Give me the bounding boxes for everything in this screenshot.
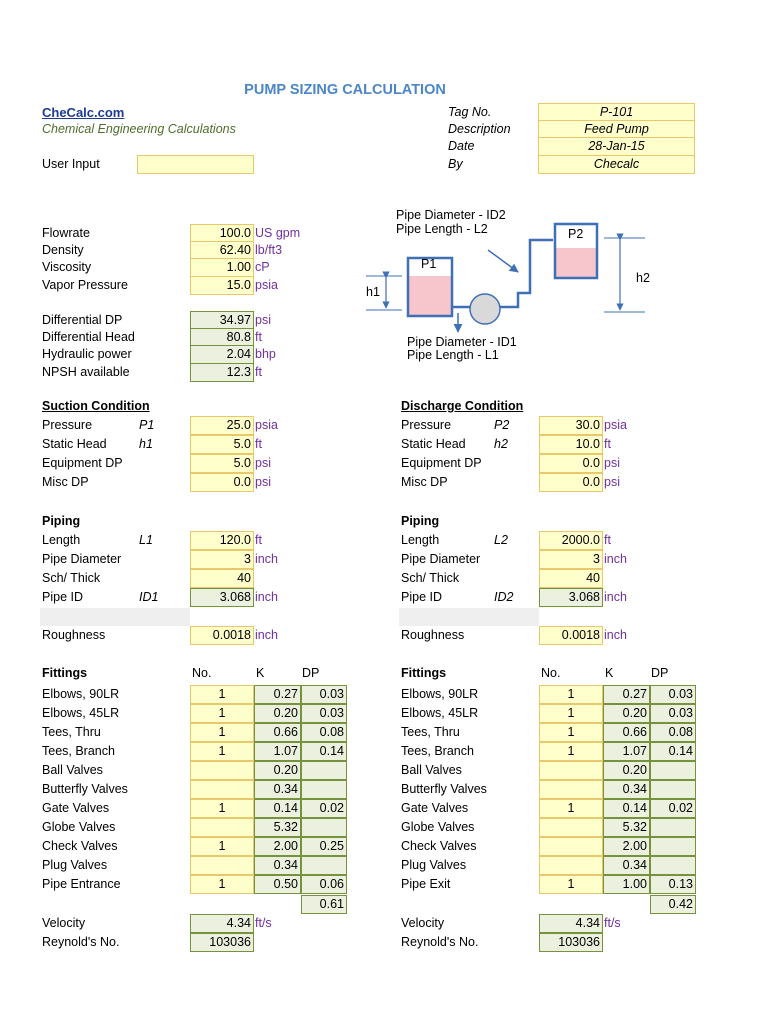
suction-fitting-2-dp-value: 0.08: [301, 723, 347, 742]
discharge-fitting-3-count-field[interactable]: 1: [539, 742, 603, 761]
discharge-total-dp: 0.42: [650, 895, 696, 914]
suction-schedule-field[interactable]: 40: [190, 569, 254, 588]
suction-misc-dp-label: Misc DP: [42, 475, 89, 489]
discharge-roughness-label: Roughness: [401, 628, 465, 642]
site-link[interactable]: CheCalc.com: [42, 105, 125, 120]
discharge-reynolds-label: Reynold's No.: [401, 935, 479, 949]
discharge-pipe-diameter-label: Pipe Diameter: [401, 552, 481, 566]
discharge-velocity-value: 4.34: [539, 914, 603, 933]
suction-heading: Suction Condition: [42, 399, 150, 413]
suction-fitting-4-count-field[interactable]: [190, 761, 254, 780]
suction-pressure-label: Pressure: [42, 418, 93, 432]
suction-separator-band: [40, 608, 190, 626]
discharge-fitting-5-dp-value: [650, 780, 696, 799]
suction-fitting-10-dp-value: 0.06: [301, 875, 347, 894]
suction-col-dp: DP: [302, 666, 320, 680]
npsh-label: NPSH available: [42, 365, 130, 379]
flowrate-unit: US gpm: [255, 226, 301, 240]
discharge-fitting-8-label: Check Valves: [401, 839, 477, 853]
discharge-heading: Discharge Condition: [401, 399, 524, 413]
suction-piping-heading: Piping: [42, 514, 81, 528]
suction-velocity-value: 4.34: [190, 914, 254, 933]
discharge-fitting-2-k-value: 0.66: [603, 723, 650, 742]
suction-pressure-symbol: P1: [139, 418, 155, 432]
suction-pipe-id-label: Pipe ID: [42, 590, 83, 604]
suction-roughness-field[interactable]: 0.0018: [190, 626, 254, 645]
discharge-pipe-id-unit: inch: [604, 590, 627, 604]
tag-field[interactable]: P-101: [538, 103, 695, 122]
discharge-pipe-id-label: Pipe ID: [401, 590, 442, 604]
suction-fitting-9-label: Plug Valves: [42, 858, 108, 872]
npsh-value: 12.3: [190, 363, 254, 382]
discharge-piping-heading: Piping: [401, 514, 440, 528]
vapor-pressure-field[interactable]: 15.0: [190, 276, 254, 295]
user-input-label: User Input: [42, 157, 100, 171]
differential-dp-value: 34.97: [190, 311, 254, 330]
discharge-pressure-label: Pressure: [401, 418, 452, 432]
density-field[interactable]: 62.40: [190, 241, 254, 260]
suction-static-head-label: Static Head: [42, 437, 107, 451]
discharge-fitting-0-count-field[interactable]: 1: [539, 685, 603, 704]
flowrate-field[interactable]: 100.0: [190, 224, 254, 243]
hydraulic-power-value: 2.04: [190, 345, 254, 364]
suction-fitting-10-count-field[interactable]: 1: [190, 875, 254, 894]
discharge-fitting-4-label: Ball Valves: [401, 763, 462, 777]
viscosity-field[interactable]: 1.00: [190, 258, 254, 277]
suction-fitting-2-k-value: 0.66: [254, 723, 301, 742]
discharge-length-label: Length: [401, 533, 440, 547]
suction-fitting-4-k-value: 0.20: [254, 761, 301, 780]
discharge-fitting-9-label: Plug Valves: [401, 858, 467, 872]
discharge-fitting-0-label: Elbows, 90LR: [401, 687, 479, 701]
discharge-fitting-2-dp-value: 0.08: [650, 723, 696, 742]
density-label: Density: [42, 243, 84, 257]
discharge-fitting-9-count-field[interactable]: [539, 856, 603, 875]
discharge-fitting-2-label: Tees, Thru: [401, 725, 460, 739]
suction-fitting-8-label: Check Valves: [42, 839, 118, 853]
suction-pipe-diameter-label: Pipe Diameter: [42, 552, 122, 566]
discharge-fitting-4-k-value: 0.20: [603, 761, 650, 780]
date-field[interactable]: 28-Jan-15: [538, 137, 695, 156]
discharge-pointer-arrow: [488, 250, 518, 272]
discharge-roughness-field[interactable]: 0.0018: [539, 626, 603, 645]
suction-fitting-5-count-field[interactable]: [190, 780, 254, 799]
differential-head-label: Differential Head: [42, 330, 135, 344]
suction-fitting-3-label: Tees, Branch: [42, 744, 115, 758]
tank-p2-label: P2: [568, 227, 584, 241]
suction-fitting-1-label: Elbows, 45LR: [42, 706, 120, 720]
discharge-fitting-5-label: Butterfly Valves: [401, 782, 487, 796]
discharge-fitting-1-count-field[interactable]: 1: [539, 704, 603, 723]
discharge-fitting-4-dp-value: [650, 761, 696, 780]
suction-pipe-diameter-field[interactable]: 3: [190, 550, 254, 569]
by-field[interactable]: Checalc: [538, 155, 695, 174]
suction-fitting-4-label: Ball Valves: [42, 763, 103, 777]
suction-fitting-5-dp-value: [301, 780, 347, 799]
discharge-fitting-10-count-field[interactable]: 1: [539, 875, 603, 894]
suction-fitting-6-label: Gate Valves: [42, 801, 110, 815]
suction-fitting-3-dp-value: 0.14: [301, 742, 347, 761]
discharge-static-head-unit: ft: [604, 437, 611, 451]
discharge-pipe-length-label: Pipe Length - L2: [396, 222, 488, 236]
suction-fittings-heading: Fittings: [42, 666, 88, 680]
suction-length-symbol: L1: [139, 533, 153, 547]
tank-p2-liquid: [556, 248, 596, 277]
discharge-pressure-symbol: P2: [494, 418, 510, 432]
suction-reynolds-value: 103036: [190, 933, 254, 952]
discharge-reynolds-value: 103036: [539, 933, 603, 952]
discharge-fitting-10-k-value: 1.00: [603, 875, 650, 894]
discharge-length-symbol: L2: [494, 533, 508, 547]
discharge-pipe-id-symbol: ID2: [494, 590, 514, 604]
discharge-static-head-label: Static Head: [401, 437, 466, 451]
suction-fitting-9-count-field[interactable]: [190, 856, 254, 875]
discharge-separator-band: [399, 608, 539, 626]
suction-reynolds-label: Reynold's No.: [42, 935, 120, 949]
suction-equipment-dp-label: Equipment DP: [42, 456, 123, 470]
npsh-unit: ft: [255, 365, 262, 379]
suction-fitting-1-count-field[interactable]: 1: [190, 704, 254, 723]
discharge-static-head-symbol: h2: [494, 437, 508, 451]
suction-velocity-unit: ft/s: [255, 916, 272, 930]
site-subtitle: Chemical Engineering Calculations: [42, 122, 236, 136]
suction-roughness-unit: inch: [255, 628, 278, 642]
discharge-misc-dp-label: Misc DP: [401, 475, 448, 489]
discharge-fitting-7-k-value: 5.32: [603, 818, 650, 837]
suction-total-dp: 0.61: [301, 895, 347, 914]
tank-p1-label: P1: [421, 257, 437, 271]
discharge-fitting-1-k-value: 0.20: [603, 704, 650, 723]
discharge-fitting-6-dp-value: 0.02: [650, 799, 696, 818]
suction-fitting-0-dp-value: 0.03: [301, 685, 347, 704]
suction-fitting-0-label: Elbows, 90LR: [42, 687, 120, 701]
discharge-fitting-7-count-field[interactable]: [539, 818, 603, 837]
suction-roughness-label: Roughness: [42, 628, 106, 642]
discharge-fitting-6-label: Gate Valves: [401, 801, 469, 815]
discharge-fitting-3-k-value: 1.07: [603, 742, 650, 761]
suction-length-unit: ft: [255, 533, 262, 547]
suction-pipe-diameter-unit: inch: [255, 552, 278, 566]
suction-length-label: Length: [42, 533, 81, 547]
discharge-fitting-4-count-field[interactable]: [539, 761, 603, 780]
suction-pipe-id-unit: inch: [255, 590, 278, 604]
suction-pressure-unit: psia: [255, 418, 278, 432]
suction-fitting-5-label: Butterfly Valves: [42, 782, 128, 796]
suction-pipe-id-value: 3.068: [190, 588, 254, 607]
description-label: Description: [448, 122, 511, 136]
date-label: Date: [448, 139, 475, 153]
discharge-fitting-10-label: Pipe Exit: [401, 877, 451, 891]
suction-velocity-label: Velocity: [42, 916, 86, 930]
discharge-pipe-id-value: 3.068: [539, 588, 603, 607]
suction-fitting-3-k-value: 1.07: [254, 742, 301, 761]
discharge-fitting-8-k-value: 2.00: [603, 837, 650, 856]
discharge-pressure-unit: psia: [604, 418, 627, 432]
suction-fitting-7-label: Globe Valves: [42, 820, 116, 834]
suction-length-field[interactable]: 120.0: [190, 531, 254, 550]
discharge-roughness-unit: inch: [604, 628, 627, 642]
discharge-fitting-9-dp-value: [650, 856, 696, 875]
discharge-pressure-field[interactable]: 30.0: [539, 416, 603, 435]
discharge-static-head-field[interactable]: 10.0: [539, 435, 603, 454]
suction-fitting-7-dp-value: [301, 818, 347, 837]
suction-pipe-id-symbol: ID1: [139, 590, 159, 604]
discharge-col-k: K: [605, 666, 614, 680]
discharge-col-dp: DP: [651, 666, 669, 680]
suction-fitting-0-count-field[interactable]: 1: [190, 685, 254, 704]
suction-fitting-2-count-field[interactable]: 1: [190, 723, 254, 742]
suction-static-head-field[interactable]: 5.0: [190, 435, 254, 454]
discharge-fitting-3-dp-value: 0.14: [650, 742, 696, 761]
suction-schedule-label: Sch/ Thick: [42, 571, 101, 585]
description-field[interactable]: Feed Pump: [538, 120, 695, 139]
discharge-velocity-label: Velocity: [401, 916, 445, 930]
by-label: By: [448, 157, 463, 171]
discharge-fitting-7-label: Globe Valves: [401, 820, 475, 834]
suction-fitting-8-count-field[interactable]: 1: [190, 837, 254, 856]
discharge-fitting-10-dp-value: 0.13: [650, 875, 696, 894]
viscosity-label: Viscosity: [42, 260, 92, 274]
discharge-fitting-1-label: Elbows, 45LR: [401, 706, 479, 720]
discharge-fitting-2-count-field[interactable]: 1: [539, 723, 603, 742]
page-title: PUMP SIZING CALCULATION: [244, 82, 446, 98]
discharge-equipment-dp-unit: psi: [604, 456, 620, 470]
discharge-misc-dp-unit: psi: [604, 475, 620, 489]
discharge-fitting-0-dp-value: 0.03: [650, 685, 696, 704]
discharge-fitting-9-k-value: 0.34: [603, 856, 650, 875]
suction-col-no: No.: [192, 666, 212, 680]
suction-fitting-6-dp-value: 0.02: [301, 799, 347, 818]
discharge-pipe-diameter-field[interactable]: 3: [539, 550, 603, 569]
discharge-pipe-id-label: Pipe Diameter - ID2: [396, 208, 506, 222]
discharge-col-no: No.: [541, 666, 561, 680]
pump-symbol: [470, 294, 500, 324]
suction-fitting-8-dp-value: 0.25: [301, 837, 347, 856]
suction-fitting-2-label: Tees, Thru: [42, 725, 101, 739]
discharge-length-field[interactable]: 2000.0: [539, 531, 603, 550]
hydraulic-power-unit: bhp: [255, 347, 276, 361]
differential-head-value: 80.8: [190, 328, 254, 347]
suction-equipment-dp-field[interactable]: 5.0: [190, 454, 254, 473]
suction-fitting-5-k-value: 0.34: [254, 780, 301, 799]
discharge-schedule-label: Sch/ Thick: [401, 571, 460, 585]
viscosity-unit: cP: [255, 260, 270, 274]
suction-static-head-unit: ft: [255, 437, 262, 451]
suction-fitting-4-dp-value: [301, 761, 347, 780]
h1-label: h1: [366, 285, 380, 299]
discharge-pipe: [500, 240, 553, 307]
discharge-fitting-5-k-value: 0.34: [603, 780, 650, 799]
discharge-equipment-dp-label: Equipment DP: [401, 456, 482, 470]
discharge-fitting-8-count-field[interactable]: [539, 837, 603, 856]
suction-fitting-9-k-value: 0.34: [254, 856, 301, 875]
suction-fitting-6-count-field[interactable]: 1: [190, 799, 254, 818]
discharge-length-unit: ft: [604, 533, 611, 547]
discharge-fitting-0-k-value: 0.27: [603, 685, 650, 704]
density-unit: lb/ft3: [255, 243, 283, 257]
discharge-fitting-3-label: Tees, Branch: [401, 744, 474, 758]
discharge-fittings-heading: Fittings: [401, 666, 447, 680]
discharge-misc-dp-field[interactable]: 0.0: [539, 473, 603, 492]
discharge-velocity-unit: ft/s: [604, 916, 621, 930]
tag-label: Tag No.: [448, 105, 492, 119]
suction-static-head-symbol: h1: [139, 437, 153, 451]
suction-fitting-8-k-value: 2.00: [254, 837, 301, 856]
suction-fitting-0-k-value: 0.27: [254, 685, 301, 704]
discharge-schedule-field[interactable]: 40: [539, 569, 603, 588]
suction-fitting-10-k-value: 0.50: [254, 875, 301, 894]
suction-fitting-9-dp-value: [301, 856, 347, 875]
suction-fitting-1-dp-value: 0.03: [301, 704, 347, 723]
suction-fitting-7-count-field[interactable]: [190, 818, 254, 837]
suction-fitting-6-k-value: 0.14: [254, 799, 301, 818]
hydraulic-power-label: Hydraulic power: [42, 347, 132, 361]
discharge-fitting-7-dp-value: [650, 818, 696, 837]
suction-col-k: K: [256, 666, 265, 680]
differential-head-unit: ft: [255, 330, 262, 344]
suction-misc-dp-unit: psi: [255, 475, 271, 489]
suction-pipe-id-label: Pipe Diameter - ID1: [407, 335, 517, 349]
differential-dp-label: Differential DP: [42, 313, 123, 327]
flowrate-label: Flowrate: [42, 226, 90, 240]
discharge-fitting-6-k-value: 0.14: [603, 799, 650, 818]
h2-label: h2: [636, 271, 650, 285]
tank-p1-liquid: [409, 276, 451, 315]
suction-fitting-3-count-field[interactable]: 1: [190, 742, 254, 761]
vapor-pressure-label: Vapor Pressure: [42, 278, 128, 292]
suction-fitting-7-k-value: 5.32: [254, 818, 301, 837]
suction-equipment-dp-unit: psi: [255, 456, 271, 470]
suction-fitting-10-label: Pipe Entrance: [42, 877, 121, 891]
discharge-fitting-5-count-field[interactable]: [539, 780, 603, 799]
differential-dp-unit: psi: [255, 313, 271, 327]
vapor-pressure-unit: psia: [255, 278, 278, 292]
suction-pressure-field[interactable]: 25.0: [190, 416, 254, 435]
discharge-pipe-diameter-unit: inch: [604, 552, 627, 566]
suction-misc-dp-field[interactable]: 0.0: [190, 473, 254, 492]
discharge-fitting-8-dp-value: [650, 837, 696, 856]
suction-pipe-length-label: Pipe Length - L1: [407, 348, 499, 362]
discharge-fitting-1-dp-value: 0.03: [650, 704, 696, 723]
suction-fitting-1-k-value: 0.20: [254, 704, 301, 723]
discharge-fitting-6-count-field[interactable]: 1: [539, 799, 603, 818]
discharge-equipment-dp-field[interactable]: 0.0: [539, 454, 603, 473]
